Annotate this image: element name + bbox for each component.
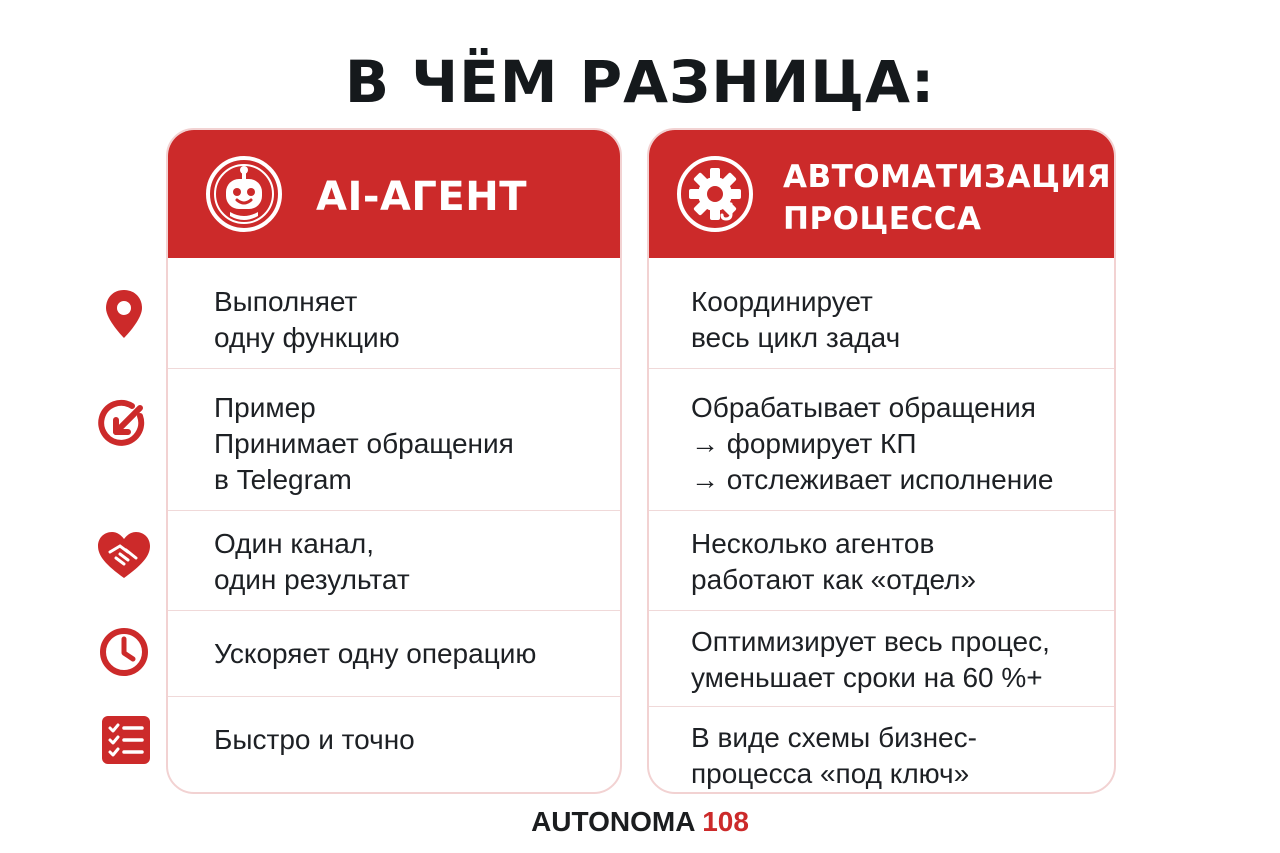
target-arrow-icon <box>96 396 152 452</box>
divider <box>168 696 620 697</box>
ai-agent-card <box>166 128 622 794</box>
divider <box>168 510 620 511</box>
process-automation-card <box>647 128 1116 794</box>
page-title: В ЧЁМ РАЗНИЦА: <box>344 48 936 116</box>
checklist-icon <box>98 712 154 768</box>
robot-icon <box>204 154 284 234</box>
brand-number: 108 <box>702 806 749 837</box>
divider <box>649 510 1114 511</box>
ai-agent-card-header <box>168 130 620 258</box>
ai-agent-row-4: Ускоряет одну операцию <box>214 638 537 669</box>
ai-agent-card-title: AI-АГЕНТ <box>316 174 527 220</box>
brand-logo <box>0 806 1280 838</box>
divider <box>168 368 620 369</box>
divider <box>649 610 1114 611</box>
process-automation-card-header <box>649 130 1114 258</box>
process-automation-row-3: Несколько агентов работают как «отдел» <box>691 528 976 595</box>
ai-agent-row-3: Один канал, один результат <box>214 528 410 595</box>
process-automation-row-5: В виде схемы бизнес- процесса «под ключ» <box>691 722 977 789</box>
ai-agent-row-2: Пример Принимает обращения в Telegram <box>214 392 514 495</box>
brand-name: AUTONOMA <box>531 806 695 837</box>
divider <box>649 368 1114 369</box>
process-automation-row-2: Обрабатывает обращения → формирует КП → отслеживает исполнение <box>691 392 1054 495</box>
divider <box>168 610 620 611</box>
clock-icon <box>96 624 152 680</box>
process-automation-row-1: Координирует весь цикл задач <box>691 286 901 353</box>
ai-agent-row-1: Выполняет одну функцию <box>214 286 400 353</box>
location-pin-icon <box>96 286 152 342</box>
ai-agent-row-5: Быстро и точно <box>214 724 415 755</box>
process-automation-row-4: Оптимизирует весь процес, уменьшает сроки на 60 %+ <box>691 626 1050 693</box>
gear-icon <box>675 154 755 234</box>
process-automation-card-title: АВТОМАТИЗАЦИЯ ПРОЦЕССА <box>783 159 1112 237</box>
divider <box>649 706 1114 707</box>
heart-handshake-icon <box>96 528 152 584</box>
